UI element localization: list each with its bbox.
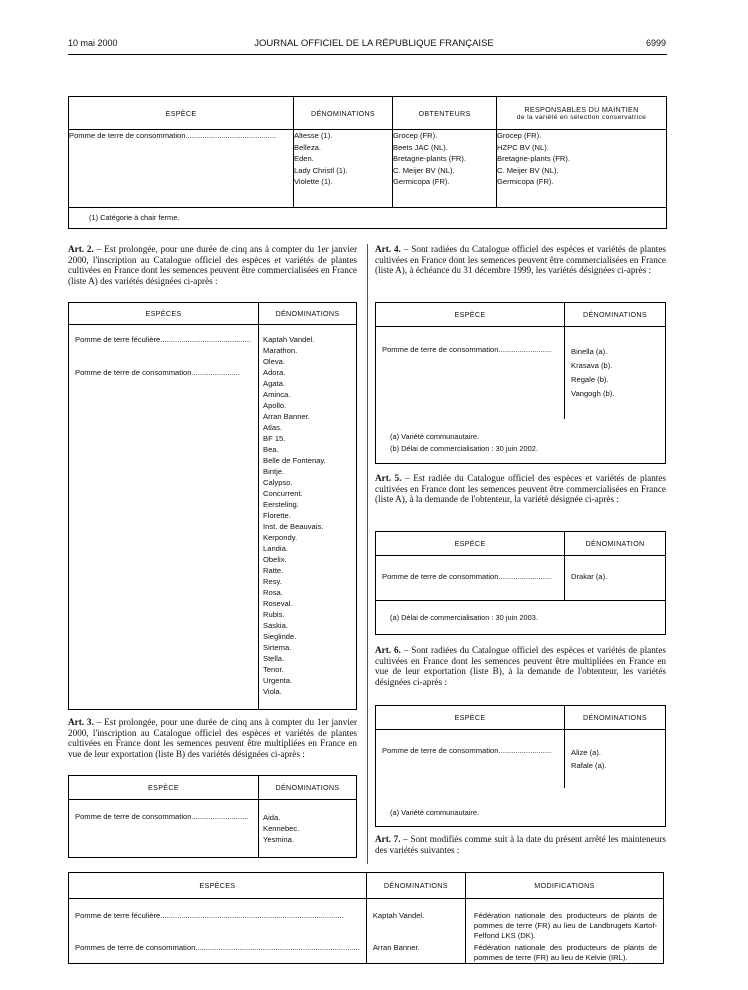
- responsables-title: RESPONSABLES DU MAINTIEN: [524, 105, 639, 114]
- denominations-cell: [294, 130, 393, 208]
- list-item: Beets JAC (NL).: [393, 142, 448, 152]
- list-item: Arran Banner.: [263, 412, 310, 421]
- article-text: – Sont radiées du Catalogue officiel des espèces et variétés de plantes cultivées en France dont les semences peuvent être commercialisées en France (liste A), à échéance du 31 décembre 1999, les variétés désignées ci-après :: [375, 244, 666, 275]
- list-item: Bretagne-plants (FR).: [393, 154, 467, 163]
- list-item: Alize (a).: [571, 748, 601, 757]
- list-item: Atlas.: [263, 423, 282, 432]
- list-item: Regale (b).: [571, 375, 609, 384]
- header-date: 10 mai 2000: [68, 38, 118, 48]
- species-cell: Pomme de terre de consommation.........................: [382, 572, 552, 581]
- modification-cell: Fédération nationale des producteurs de plants de pommes de terre (FR) au lieu de Kelvie (IRL).: [473, 943, 657, 962]
- col-header-denominations: DÉNOMINATIONS: [565, 706, 666, 730]
- col-header-denominations: DÉNOMINATIONS: [366, 873, 465, 899]
- column-divider: [367, 244, 368, 864]
- list-item: Marathon.: [263, 346, 298, 355]
- responsables-subtitle: de la variété en sélection conservatrice: [516, 114, 647, 121]
- article-6: [375, 645, 666, 687]
- col-header-especes: ESPÈCES: [69, 303, 259, 325]
- list-item: Lady Christl (1).: [294, 165, 348, 175]
- modification-cell: Fédération nationale des producteurs de plants de pommes de terre (FR) au lieu de Landbrugets Kartof-Felfond LKS (DK).: [473, 911, 657, 940]
- table-delisted-by-obtenteur-b: [375, 705, 666, 827]
- list-item: Grocep (FR).: [393, 131, 438, 140]
- table-row: [69, 941, 664, 964]
- list-item: Obelix.: [263, 555, 287, 564]
- article-label: Art. 4.: [375, 244, 401, 254]
- article-text: – Est prolongée, pour une durée de cinq ans à compter du 1er janvier 2000, l'inscription au Catalogue officiel des espèces et variétés de plantes cultivées en France dont les semences peuvent être commercialisées en France (liste A) des variétés désignées ci-après :: [68, 244, 358, 286]
- species-cell: Pomme de terre de consommation.........................: [382, 746, 552, 755]
- list-item: Violette (1).: [294, 177, 333, 186]
- list-item: Binella (a).: [571, 347, 608, 356]
- list-item: Agata.: [263, 379, 285, 388]
- table-extended-list-b: [68, 775, 357, 858]
- list-item: Aminca.: [263, 390, 291, 399]
- list-item: Belle de Fontenay.: [263, 456, 326, 465]
- table-footnote: (a) Délai de commercialisation : 30 juin 2003.: [390, 613, 538, 622]
- denominations-cell: [565, 730, 666, 789]
- list-item: Florette.: [263, 511, 291, 520]
- list-item: Rosa.: [263, 588, 283, 597]
- list-item: Saskia.: [263, 621, 288, 630]
- article-text: – Sont radiées du Catalogue officiel des espèces et variétés de plantes cultivées en France dont les semences peuvent être multipliées en France en vue de leur exportation (liste B), à la demande de l'obtenteur, les variétés désignées ci-après :: [375, 645, 666, 687]
- article-4: [375, 244, 666, 276]
- list-item: Grocep (FR).: [497, 131, 542, 140]
- table-footnote: (a) Variété communautaire.: [390, 808, 479, 817]
- species-cell: Pomme de terre de consommation...........................: [75, 812, 249, 821]
- list-item: Apollo.: [263, 401, 287, 410]
- article-label: Art. 7.: [375, 834, 401, 844]
- responsables-cell: [497, 130, 667, 208]
- denominations-cell: [259, 325, 357, 710]
- denominations-cell: [565, 327, 666, 420]
- col-header-denomination: DÉNOMINATION: [565, 532, 666, 556]
- article-5: [375, 473, 666, 505]
- article-text: – Est radiée du Catalogue officiel des espèces et variétés de plantes cultivées en France dont les semences peuvent être commercialisées en France (liste A), à la demande de l'obtenteur, la variété désignée ci-après :: [375, 473, 667, 504]
- list-item: Roseval.: [263, 599, 293, 608]
- page-number: 6999: [646, 38, 667, 48]
- species-cell: Pomme de terre féculière...........................................: [75, 335, 251, 344]
- list-item: Vangogh (b).: [571, 389, 615, 398]
- list-item: Adora.: [263, 368, 286, 377]
- list-item: Rubis.: [263, 610, 285, 619]
- species-cell: Pomme de terre de consommation.........................: [382, 345, 552, 354]
- table-maintainer-changes: [68, 872, 664, 964]
- table-footnote: (1) Catégorie à chair ferme.: [89, 213, 180, 222]
- list-item: Landia.: [263, 544, 288, 553]
- col-header-denominations: DÉNOMINATIONS: [259, 303, 357, 325]
- article-label: Art. 6.: [375, 645, 401, 655]
- article-3: [68, 717, 357, 759]
- header-rule: [68, 54, 667, 55]
- article-label: Art. 5.: [375, 473, 402, 483]
- list-item: Altesse (1).: [294, 131, 333, 140]
- col-header-denominations: DÉNOMINATIONS: [294, 97, 393, 130]
- list-item: Urgenta.: [263, 676, 293, 685]
- journal-title: JOURNAL OFFICIEL DE LA RÉPUBLIQUE FRANÇAISE: [254, 38, 494, 49]
- col-header-especes: ESPÈCES: [69, 873, 367, 899]
- list-item: Bretagne-plants (FR).: [497, 154, 571, 163]
- col-header-espece: ESPÈCE: [69, 97, 294, 130]
- col-header-espece: ESPÈCE: [376, 706, 565, 730]
- list-item: Germicopa (FR).: [393, 177, 450, 186]
- table-footnote: (b) Délai de commercialisation : 30 juin 2002.: [390, 444, 538, 453]
- list-item: Aida.: [263, 813, 281, 822]
- article-2: [68, 244, 357, 286]
- list-item: Eersteling.: [263, 500, 299, 509]
- denominations-cell: [259, 800, 357, 858]
- list-item: Sieglinde.: [263, 632, 297, 641]
- col-header-espece: ESPÈCE: [376, 303, 565, 327]
- list-item: Sirtema.: [263, 643, 292, 652]
- list-item: Inst. de Beauvais.: [263, 522, 324, 531]
- table-delisted-by-obtenteur-a: [375, 531, 666, 635]
- table-delisted-list-a: [375, 302, 666, 464]
- list-item: Drakar (a).: [571, 572, 608, 581]
- species-cell: Pomme de terre féculière.......................................................................................: [75, 911, 344, 920]
- article-7: [375, 834, 666, 855]
- table-row: [69, 899, 664, 942]
- list-item: Kennebec.: [263, 824, 300, 833]
- list-item: Belleza.: [294, 142, 322, 152]
- list-item: Eden.: [294, 154, 314, 163]
- list-item: Yesmina.: [263, 835, 294, 844]
- list-item: Rafale (a).: [571, 761, 607, 770]
- list-item: BF 15.: [263, 434, 286, 443]
- list-item: Oleva.: [263, 357, 285, 366]
- col-header-denominations: DÉNOMINATIONS: [259, 776, 357, 800]
- denomination-cell: Kaptah Vandel.: [372, 911, 425, 920]
- article-text: – Sont modifiés comme suit à la date du présent arrêté les mainteneurs des variétés suivantes :: [375, 834, 666, 855]
- list-item: Bea.: [263, 445, 279, 454]
- col-header-obtenteurs: OBTENTEURS: [393, 97, 497, 130]
- denomination-cell: Arran Banner.: [372, 943, 420, 952]
- col-header-denominations: DÉNOMINATIONS: [565, 303, 666, 327]
- obtenteurs-cell: [393, 130, 497, 208]
- list-item: Viola.: [263, 687, 282, 696]
- table-footnote: (a) Variété communautaire.: [390, 432, 479, 441]
- list-item: Resy.: [263, 577, 282, 586]
- list-item: Stella.: [263, 654, 285, 663]
- list-item: Krasava (b).: [571, 361, 613, 370]
- list-item: Calypso.: [263, 478, 293, 487]
- list-item: Concurrent.: [263, 489, 303, 498]
- list-item: Kerpondy.: [263, 533, 298, 542]
- table-varieties-maintainers: [68, 96, 667, 229]
- species-cell: Pommes de terre de consommation..............................................................................: [75, 943, 360, 952]
- species-cell: Pomme de terre de consommation...........................................: [69, 131, 277, 140]
- article-label: Art. 3.: [68, 717, 94, 727]
- list-item: Ratte.: [263, 566, 284, 575]
- col-header-responsables: [497, 97, 667, 130]
- list-item: Tenor.: [263, 665, 284, 674]
- table-extended-list-a: [68, 302, 357, 710]
- list-item: Kaptah Vandel.: [263, 335, 315, 344]
- list-item: Bintje.: [263, 467, 285, 476]
- list-item: Germicopa (FR).: [497, 177, 554, 186]
- denominations-cell: [565, 556, 666, 601]
- species-cell: Pomme de terre de consommation.......................: [75, 368, 241, 377]
- list-item: HZPC BV (NL).: [497, 142, 549, 152]
- col-header-espece: ESPÈCE: [69, 776, 259, 800]
- article-label: Art. 2.: [68, 244, 94, 254]
- article-text: – Est prolongée, pour une durée de cinq ans à compter du 1er janvier 2000, l'inscription au Catalogue officiel des espèces et variétés de plantes cultivées en France dont les semences peuvent être multipliées en France en vue de leur exportation (liste B) des variétés désignées ci-après :: [68, 717, 358, 759]
- col-header-espece: ESPÈCE: [376, 532, 565, 556]
- list-item: C. Meijer BV (NL).: [497, 165, 559, 175]
- list-item: C. Meijer BV (NL).: [393, 165, 455, 175]
- col-header-modifications: MODIFICATIONS: [465, 873, 663, 899]
